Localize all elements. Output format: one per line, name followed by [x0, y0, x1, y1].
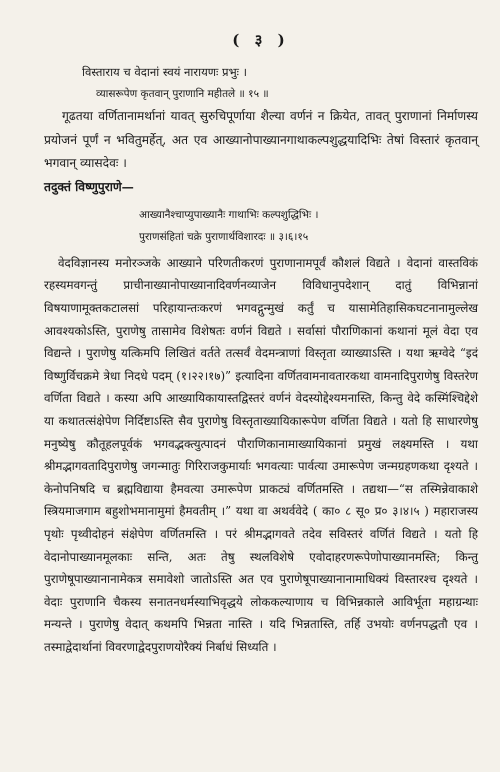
quote-heading: तदुक्तं विष्णुपुराणे— [44, 179, 134, 194]
paragraph-main-text: वेदविज्ञानस्य मनोरञ्जके आख्याने परिणतीकरणं पुराणानामपूर्वं कौशलं विद्यते । वेदानां वास्तविकं रहस्यमवगन्तुं प्राचीनाख्यानोपाख्यानादिवर्णनव्याजेन विविधानुपदेशान् दातुं विभिन्नानां विषयाणामूक्तकटालसां परिहायान्तःकरणं भगवद्गुन्मुखं कर्तुं च यासामेतिहासिकघटनानामुल्लेख आवश्यकोऽस्ति, पुराणेषु तासामेव विशेषतः वर्णनं विद्यते । सर्वासां पौराणिकानां कथानां मूलं वेदा एव विद्यन्ते । पुराणेषु यत्किमपि लिखितं वर्तते तत्सर्वं वेदमन्त्राणां विस्तृता व्याख्याऽस्ति । यथा ऋग्वेदे “इदं विष्णुर्विचक्रमे त्रेधा निदधे पदम् (१।२२।१७)” इत्यादिना वर्णितवामनावतारकथा वामनादिपुराणेषु विस्तरेण वर्णिता विद्यते । कस्या अपि आख्यायिकायास्तद्विस्तरं वर्णनं वेदस्योद्देश्यमनास्ति, किन्तु वेदे कस्मिंश्चिद्देशे या कथातत्संक्षेपेण निर्दिष्टाऽस्ति सैव पुराणेषु विस्तृताख्यायिकारूपेण वर्णिता विद्यते । यतो हि साधारणेषु मनुष्येषु कौतूहलपूर्वकं भगवद्भक्त्युत्पादनं पौराणिकानामाख्यायिकानां प्रमुखं लक्ष्यमस्ति । यथा श्रीमद्भागवतादिपुराणेषु जगन्मातुः गिरिराजकुमार्याः भगवत्याः पार्वत्या उमारूपेण जन्मग्रहणकथा दृश्यते । केनोपनिषदि च ब्रह्मविद्याया हैमवत्या उमारूपेण प्राकट्यं वर्णितमस्ति । तद्यथा—“स तस्मिन्नेवाकाशे स्त्रियमाजगाम बहुशोभमानामुमां हैमवतीम् ।” यथा वा अथर्ववेदे ( का० ८ सू० प्र० ३।४।५ ) महाराजस्य पृथोः पृथ्वीदोहनं संक्षेपेण वर्णितमस्ति । परं श्रीमद्भागवते तदेव सविस्तरं वर्णितं विद्यते । यतो हि वेदानोपाख्यानमूलकाः सन्ति, अतः तेषु स्थलविशेषे एवोदाहरणरूपेणोपाख्यानमस्ति; किन्तु पुराणेषूपाख्यानानामेकत्र समावेशो जातोऽस्ति अत एव पुराणेषूपाख्यानानामाधिक्यं विस्तारश्च दृश्यते । वेदाः पुराणानि चैकस्य सनातनधर्मस्याभिवृद्धये लोककल्याणाय च विभिन्नकाले आविर्भूता महाग्रन्थाः मन्यन्ते । पुराणेषु वेदात् कथमपि भिन्नता नास्ति । यदि भिन्नतास्ति, तर्हि उभयोः वर्णनपद्धतौ एव । तस्माद्वेदार्थानां विवरणाद्वेदपुराणयोरैक्यं निर्बाधं सिध्यति । [44, 255, 478, 654]
verse-line-1: विस्ताराय च वेदानां स्वयं नारायणः प्रभुः । [82, 65, 248, 79]
quote-block [44, 204, 478, 248]
verse-line-2: व्यासरूपेण कृतवान् पुराणानि महीतले ॥ १५ ॥ [96, 88, 269, 100]
page-number: ( ३ ) [232, 31, 290, 49]
quote-line-1: आख्यानैश्चाप्युपाख्यानैः गाथाभिः कल्पशुद्धिभिः । [139, 208, 319, 221]
paragraph-intro [44, 105, 478, 176]
quote-line-2: पुराणसंहितां चक्रे पुराणार्थविशारदः ॥ ३।६।१५ [139, 230, 309, 243]
paragraph-intro-text: गूढतया वर्णितानामर्थानां यावत् सुरुचिपूर्णाया शैल्या वर्णनं न क्रियेत, तावत् पुराणानां निर्माणस्य प्रयोजनं पूर्णं न भवितुमर्हेत्, अत एव आख्यानोपाख्यानगाथाकल्पशुद्धयादिभिः तेषां विस्तारं कृतवान् भगवान् व्यासदेवः । [44, 109, 478, 171]
paragraph-main [44, 252, 478, 659]
